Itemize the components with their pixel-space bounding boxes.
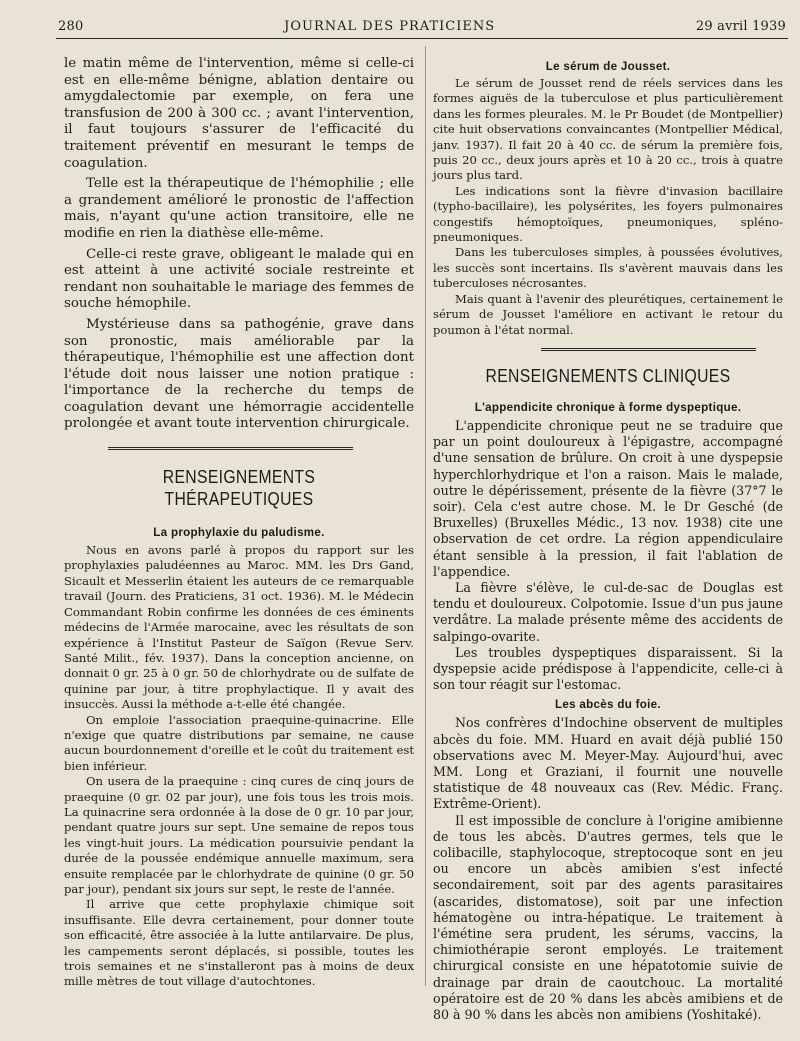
article-title: Le sérum de Jousset. bbox=[545, 60, 671, 73]
paragraph: Nos confrères d'Indochine observent de multiples abcès du foie. MM. Huard en avait déjà publié 150 observations avec M. Meyer-May. Aujourd'hui, avec MM. Long et Graziani, il fournit une nouvelle statistique de 48 nouveaux cas (Rev. Médic. Franç. Extrême-Orient). bbox=[433, 715, 783, 812]
paragraph: Mystérieuse dans sa pathogénie, grave dans son pronostic, mais améliorable par la thérapeutique, l'hémophilie est une affection dont l'étude doit nous laisser une notion pratique : l'importance de la recherche du temps de coagulation devant une hémorragie accidentelle prolongée et avant toute intervention chirurgicale. bbox=[64, 316, 414, 432]
running-head bbox=[58, 16, 786, 36]
jousset-article bbox=[433, 60, 783, 338]
article-title: La prophylaxie du paludisme. bbox=[153, 526, 325, 540]
article-title: Les abcès du foie. bbox=[555, 698, 661, 712]
paragraph: Les indications sont la fièvre d'invasion bacillaire (typho-bacillaire), les polysérites, les foyers pulmonaires congestifs hémoptoïques, pneumoniques, spléno-pneumoniques. bbox=[433, 183, 783, 245]
section-title: RENSEIGNEMENTS CLINIQUES bbox=[485, 364, 731, 386]
paragraph: Le sérum de Jousset rend de réels services dans les formes aiguës de la tuberculose et plus particulièrement dans les formes pleurales. M. le Pr Boudet (de Montpellier) cite huit observations convaincantes (Montpellier Médical, janv. 1937). Il fait 20 à 40 cc. de sérum la première fois, puis 20 cc., deux jours après et 10 à 20 cc., trois à quatre jours plus tard. bbox=[433, 76, 783, 183]
article-body bbox=[433, 715, 783, 1023]
paragraph: le matin même de l'intervention, même si celle-ci est en elle-même bénigne, ablation dentaire ou amygdalectomie par exemple, on fera une transfusion de 200 à 300 cc. ; avant l'intervention, il faut toujours s'assurer de l'efficacité du traitement préventif en mesurant le temps de coagulation. bbox=[64, 56, 414, 171]
paragraph: Celle-ci reste grave, obligeant le malade qui en est atteint à une activité sociale restreinte et rendant non souhaitable le mariage des femmes de souche hémophile. bbox=[64, 246, 414, 312]
clinical-section bbox=[433, 348, 783, 1023]
journal-title: JOURNAL DES PRATICIENS bbox=[284, 18, 496, 34]
paragraph: Il est impossible de conclure à l'origine amibienne de tous les abcès. D'autres germes, tels que le colibacille, staphylocoque, streptocoque sont en jeu ou encore un abcès amibien s'est infecté secondairement, soit par des agents parasitaires (ascarides, distomatose), soit par une infection hématogène ou intra-hépatique. Le traitement à l'émétine sera prudent, les sérums, vaccins, la chimiothérapie seront employés. Le traitement chirurgical consiste en une hépatotomie suivie de drainage par drain de caoutchouc. La mortalité opératoire est de 20 % dans les abcès amibiens et de 80 à 90 % dans les abcès non amibiens (Yoshitaké). bbox=[433, 812, 783, 1023]
article-body bbox=[433, 418, 783, 693]
paragraph: On usera de la praequine : cinq cures de cinq jours de praequine (0 gr. 02 par jour), une fois tous les trois mois. La quinacrine sera ordonnée à la dose de 0 gr. 10 par jour, pendant quatre jours sur sept. Une semaine de repos tous les vingt-huit jours. La médication poursuivie pendant la durée de la poussée endémique annuelle maximum, sera ensuite remplacée par le chlorhydrate de quinine (0 gr. 50 par jour), pendant six jours sur sept, le reste de l'année. bbox=[64, 774, 414, 896]
paragraph: La fièvre s'élève, le cul-de-sac de Douglas est tendu et douloureux. Colpotomie. Issue d'un pus jaune verdâtre. La malade présente même des accidents de salpingo-ovarite. bbox=[433, 579, 783, 644]
paragraph: L'appendicite chronique peut ne se traduire que par un point douloureux à l'épigastre, accompagné d'une sensation de brûlure. On croit à une dyspepsie hyperchlorhydrique et l'on a raison. Mais le malade, outre le dépérissement, présente de la fièvre (37°7 le soir). Cela c'est autre chose. M. le Dr Gesché (de Bruxelles) (Bruxelles Médic., 13 nov. 1938) cite une observation de cet ordre. La région appendiculaire étant sensible à la pression, il fait l'ablation de l'appendice. bbox=[433, 417, 783, 579]
article-title: L'appendicite chronique à forme dyspeptique. bbox=[474, 400, 742, 414]
article-body bbox=[433, 76, 783, 338]
paragraph: Les troubles dyspeptiques disparaissent. Si la dyspepsie acide prédispose à l'appendicite, celle-ci à son tour réagit sur l'estomac. bbox=[433, 644, 783, 693]
therapeutic-section bbox=[64, 447, 414, 990]
page-number: 280 bbox=[58, 18, 84, 34]
right-column bbox=[433, 56, 783, 1023]
paragraph: Telle est la thérapeutique de l'hémophilie ; elle a grandement amélioré le pronostic de l'affection mais, n'ayant qu'une action transitoire, elle ne modifie en rien la diathèse elle-même. bbox=[64, 176, 414, 241]
hemophilia-conclusion bbox=[64, 56, 414, 433]
paragraph: Mais quant à l'avenir des pleurétiques, certainement le sérum de Jousset l'améliore en activant le retour du poumon à l'état normal. bbox=[433, 291, 783, 337]
issue-date: 29 avril 1939 bbox=[695, 18, 786, 34]
paragraph: Nous en avons parlé à propos du rapport sur les prophylaxies paludéennes au Maroc. MM. les Drs Gand, Sicault et Messerlin étaient les auteurs de ce remarquable travail (Journ. des Praticiens, 31 oct. 1936). M. le Médecin Commandant Robin confirme les données de ces éminents médecins de l'Armée marocaine, avec les résultats de son expérience à l'Institut Pasteur de Saïgon (Revue Serv. Santé Milit., fév. 1937). Dans la conception ancienne, on donnait 0 gr. 25 à 0 gr. 50 de chlorhydrate ou de sulfate de quinine par jour, à titre prophylactique. Il y avait des insuccès. Aussi la méthode a-t-elle été changée. bbox=[64, 543, 414, 712]
paragraph: On emploie l'association praequine-quinacrine. Elle n'exige que quatre distributions par semaine, ne cause aucun bourdonnement d'oreille et le coût du traitement est bien inférieur. bbox=[64, 712, 414, 773]
section-rule bbox=[541, 348, 756, 351]
section-rule bbox=[108, 447, 353, 450]
section-title: RENSEIGNEMENTS THÉRAPEUTIQUES bbox=[162, 466, 316, 510]
header-rule bbox=[56, 38, 788, 39]
left-column bbox=[64, 56, 414, 990]
column-rule bbox=[425, 46, 426, 986]
paragraph: Il arrive que cette prophylaxie chimique soit insuffisante. Elle devra certainement, pour donner toute son efficacité, être associée à la lutte antilarvaire. De plus, les campements seront déplacés, si possible, toutes les trois semaines et ne s'installeront pas à moins de deux mille mètres de tout village d'autochtones. bbox=[64, 897, 414, 989]
article-body bbox=[64, 543, 414, 990]
paragraph: Dans les tuberculoses simples, à poussées évolutives, les succès sont incertains. Ils s'avèrent mauvais dans les tuberculoses nécrosantes. bbox=[433, 245, 783, 291]
